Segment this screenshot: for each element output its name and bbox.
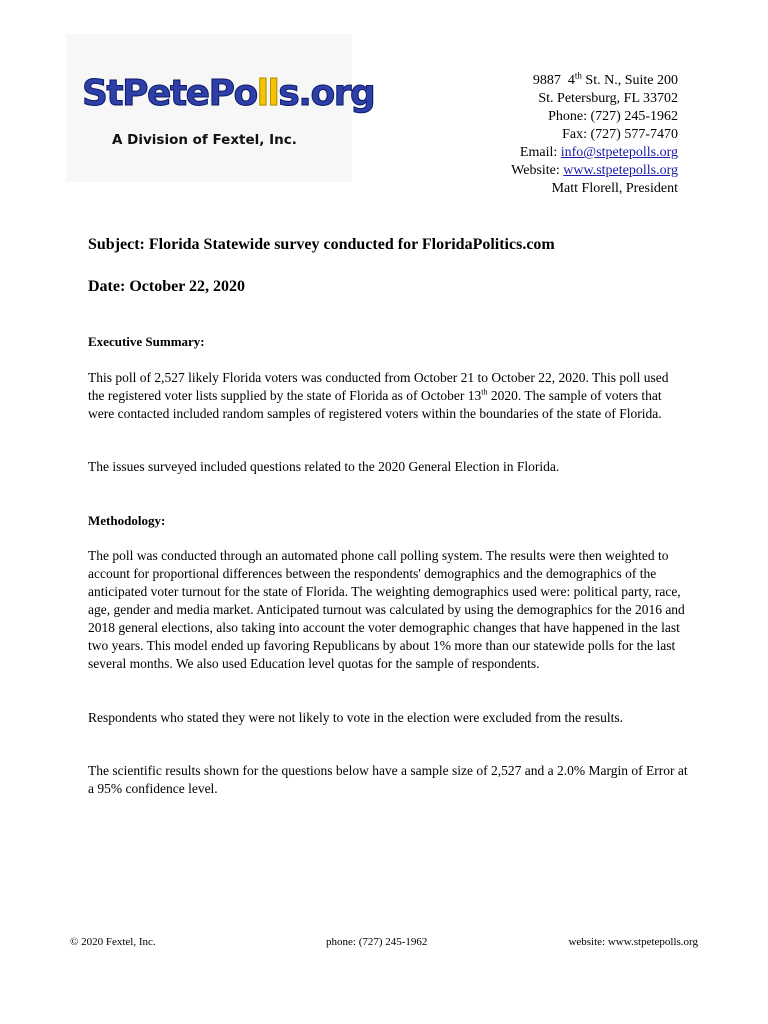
website-link[interactable]: www.stpetepolls.org: [563, 163, 678, 178]
executive-summary-paragraph-1: [88, 369, 688, 423]
email-link[interactable]: info@stpetepolls.org: [560, 145, 678, 160]
footer-copyright: © 2020 Fextel, Inc.: [70, 936, 156, 948]
executive-summary-text-b: 2020. The sample of voters that were contacted included random samples of registered voters within the boundaries of the state of Florida.: [88, 388, 662, 421]
contact-block: [511, 72, 678, 198]
methodology-paragraph-3: The scientific results shown for the questions below have a sample size of 2,527 and a 2.0% Margin of Error at a 95% confidence level.: [88, 763, 688, 796]
address-street: St. N., Suite 200: [581, 73, 678, 88]
address-line: [511, 72, 678, 90]
methodology-title: Methodology:: [88, 513, 166, 528]
website-line: [511, 162, 678, 180]
fax-line: Fax: (727) 577-7470: [562, 127, 678, 142]
president-line: Matt Florell, President: [551, 181, 678, 196]
address-street-number: 4: [567, 73, 575, 88]
website-label: Website:: [511, 163, 564, 178]
executive-summary-title: Executive Summary:: [88, 334, 205, 349]
executive-summary-text-a: This poll of 2,527 likely Florida voters was conducted from October 21 to October 22, 2020. This poll used the registered voter lists supplied by the state of Florida as of October 13: [88, 370, 669, 403]
stpetepolls-logo: [82, 73, 375, 114]
logo-text-part3: s.org: [278, 73, 375, 114]
address-number: 9887: [532, 73, 561, 88]
logo-text-part1: StPetePo: [82, 73, 257, 114]
footer-website: website: www.stpetepolls.org: [568, 936, 698, 948]
address-street-suffix: th: [574, 70, 582, 81]
methodology-paragraph-2: Respondents who stated they were not likely to vote in the election were excluded from the results.: [88, 710, 623, 725]
date-heading: Date: October 22, 2020: [88, 278, 245, 295]
city-line: St. Petersburg, FL 33702: [538, 91, 678, 106]
executive-summary-sup: th: [481, 387, 488, 397]
subject-heading: Subject: Florida Statewide survey conducted for FloridaPolitics.com: [88, 236, 555, 253]
logo-subtitle: A Division of Fextel, Inc.: [112, 132, 297, 148]
email-line: [511, 144, 678, 162]
methodology-paragraph-1: The poll was conducted through an automated phone call polling system. The results were then weighted to account for proportional differences between the respondents' demographics and the demographics of the anticipated voter turnout for the state of Florida. The weighting demographics used were: political party, race, age, gender and media market. Anticipated turnout was calculated by using the demographics for the 2016 and 2018 general elections, also taking into account the voter demographic changes that have happened in the last two years. This model ended up favoring Republicans by about 1% more than our statewide polls for the last several months. We also used Education level quotas for the sample of respondents.: [88, 548, 685, 671]
email-label: Email:: [519, 145, 561, 160]
footer-phone: phone: (727) 245-1962: [326, 936, 428, 948]
logo-text-part2: ll: [256, 73, 279, 114]
executive-summary-paragraph-2: The issues surveyed included questions related to the 2020 General Election in Florida.: [88, 459, 560, 474]
phone-line: Phone: (727) 245-1962: [548, 109, 678, 124]
